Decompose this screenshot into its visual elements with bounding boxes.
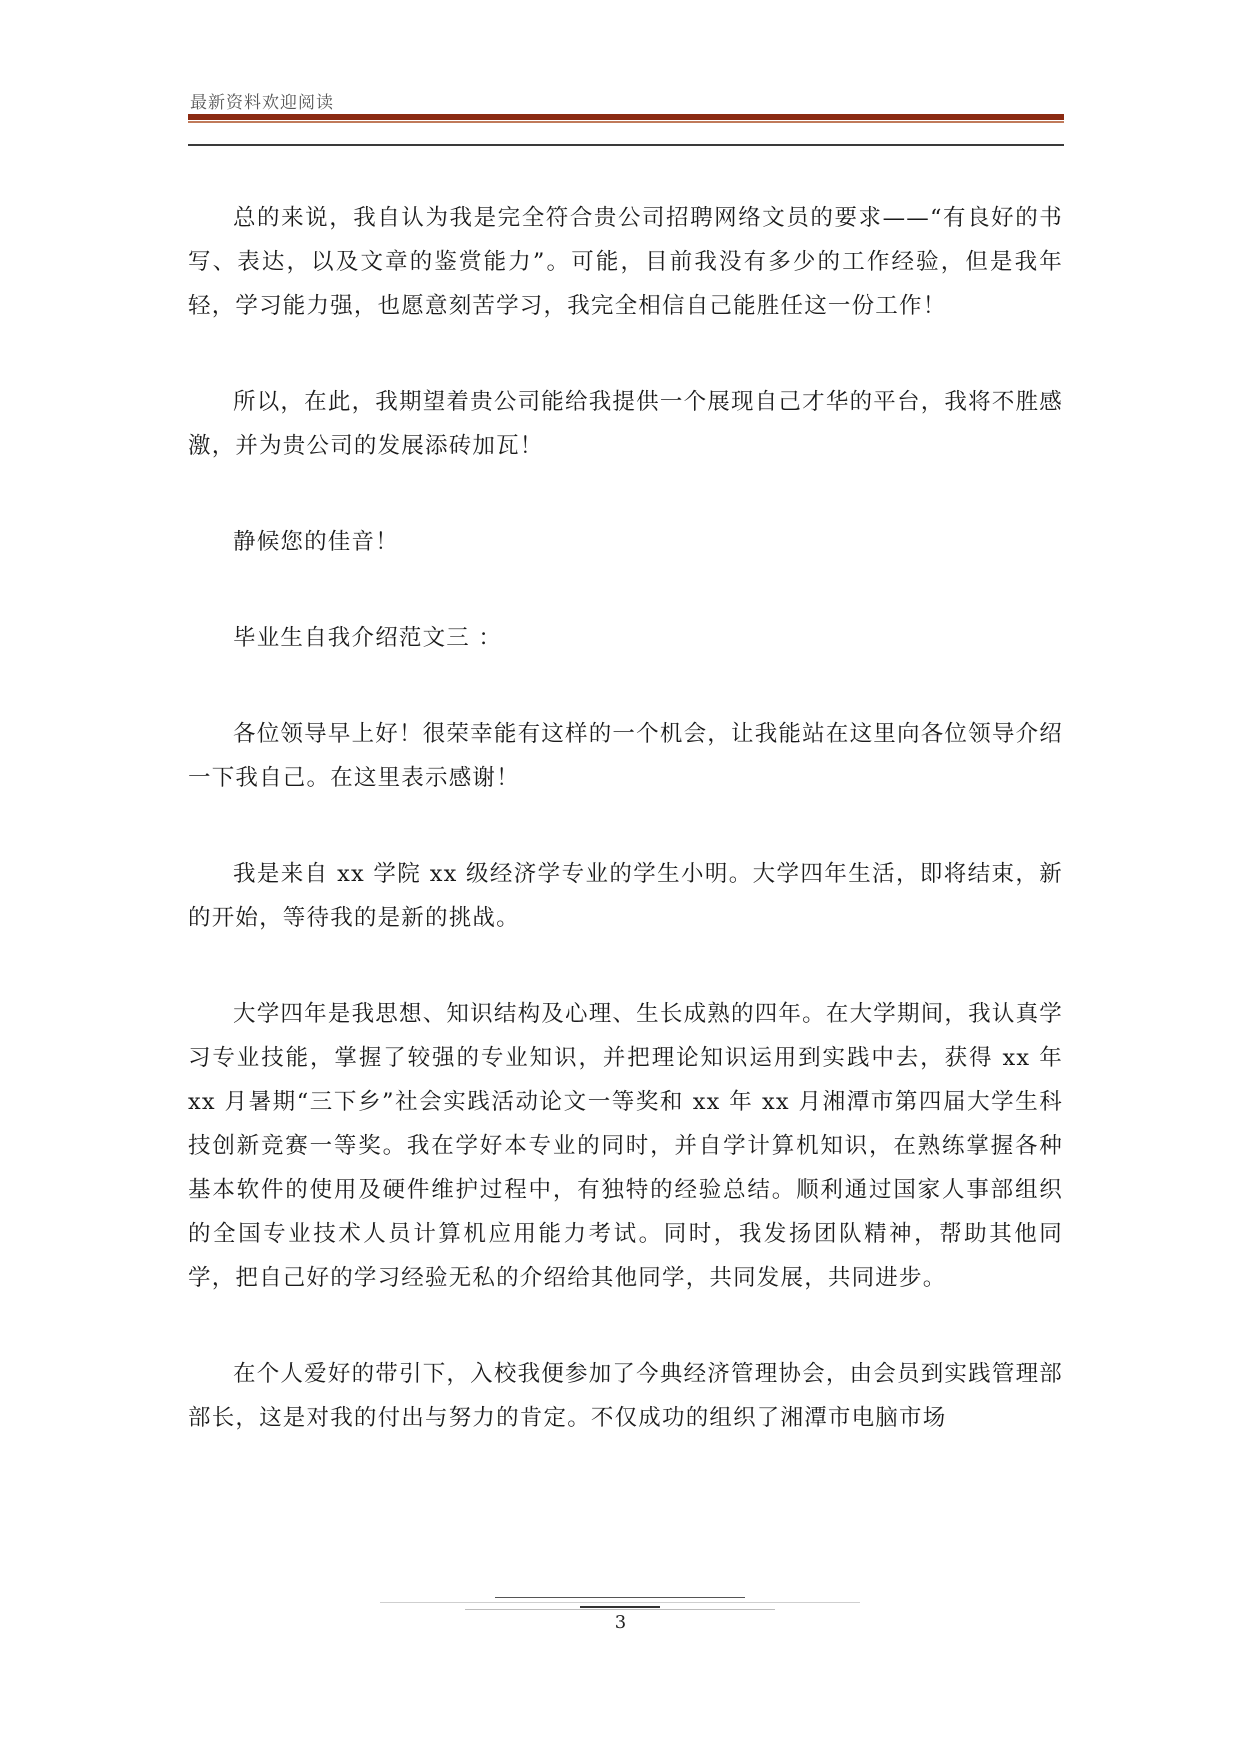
paragraph-request: 所以，在此，我期望着贵公司能给我提供一个展现自己才华的平台，我将不胜感激，并为贵公司的发展添砖加瓦！	[188, 389, 1063, 459]
footer-rule-dark	[495, 1597, 745, 1598]
section-heading: 毕业生自我介绍范文三 ：	[233, 625, 503, 651]
footer-rule-light	[465, 1609, 775, 1610]
document-body	[188, 196, 1063, 1492]
paragraph-intro: 我是来自 xx 学院 xx 级经济学专业的学生小明。大学四年生活，即将结束，新的开始，等待我的是新的挑战。	[188, 861, 1063, 931]
page-number: 3	[614, 1612, 627, 1633]
header-rule-accent	[188, 121, 1064, 123]
footer-rule	[380, 1602, 860, 1603]
paragraph-greeting: 各位领导早上好！很荣幸能有这样的一个机会，让我能站在这里向各位领导介绍一下我自己。在这里表示感谢！	[188, 721, 1063, 791]
header-rule-thin	[188, 144, 1064, 146]
header-rule-thick	[188, 114, 1064, 120]
paragraph-closing: 静候您的佳音！	[233, 529, 399, 555]
paragraph-conclusion: 总的来说，我自认为我是完全符合贵公司招聘网络文员的要求——“有良好的书写、表达，以及文章的鉴赏能力”。可能，目前我没有多少的工作经验，但是我年轻，学习能力强，也愿意刻苦学习，我完全相信自己能胜任这一份工作！	[188, 205, 1063, 319]
paragraph-university: 大学四年是我思想、知识结构及心理、生长成熟的四年。在大学期间，我认真学习专业技能，掌握了较强的专业知识，并把理论知识运用到实践中去，获得 xx 年 xx 月暑期“三下乡”社会实践活动论文一等奖和 xx 年 xx 月湘潭市第四届大学生科技创新竞赛一等奖。我在学好本专业的同时，并自学计算机知识，在熟练掌握各种基本软件的使用及硬件维护过程中，有独特的经验总结。顺利通过国家人事部组织的全国专业技术人员计算机应用能力考试。同时，我发扬团队精神，帮助其他同学，把自己好的学习经验无私的介绍给其他同学，共同发展，共同进步。	[188, 1001, 1063, 1291]
footer-rule-accent	[580, 1606, 660, 1608]
running-header: 最新资料欢迎阅读	[190, 93, 334, 113]
paragraph-hobbies: 在个人爱好的带引下，入校我便参加了今典经济管理协会，由会员到实践管理部部长，这是对我的付出与努力的肯定。不仅成功的组织了湘潭市电脑市场	[188, 1361, 1063, 1431]
